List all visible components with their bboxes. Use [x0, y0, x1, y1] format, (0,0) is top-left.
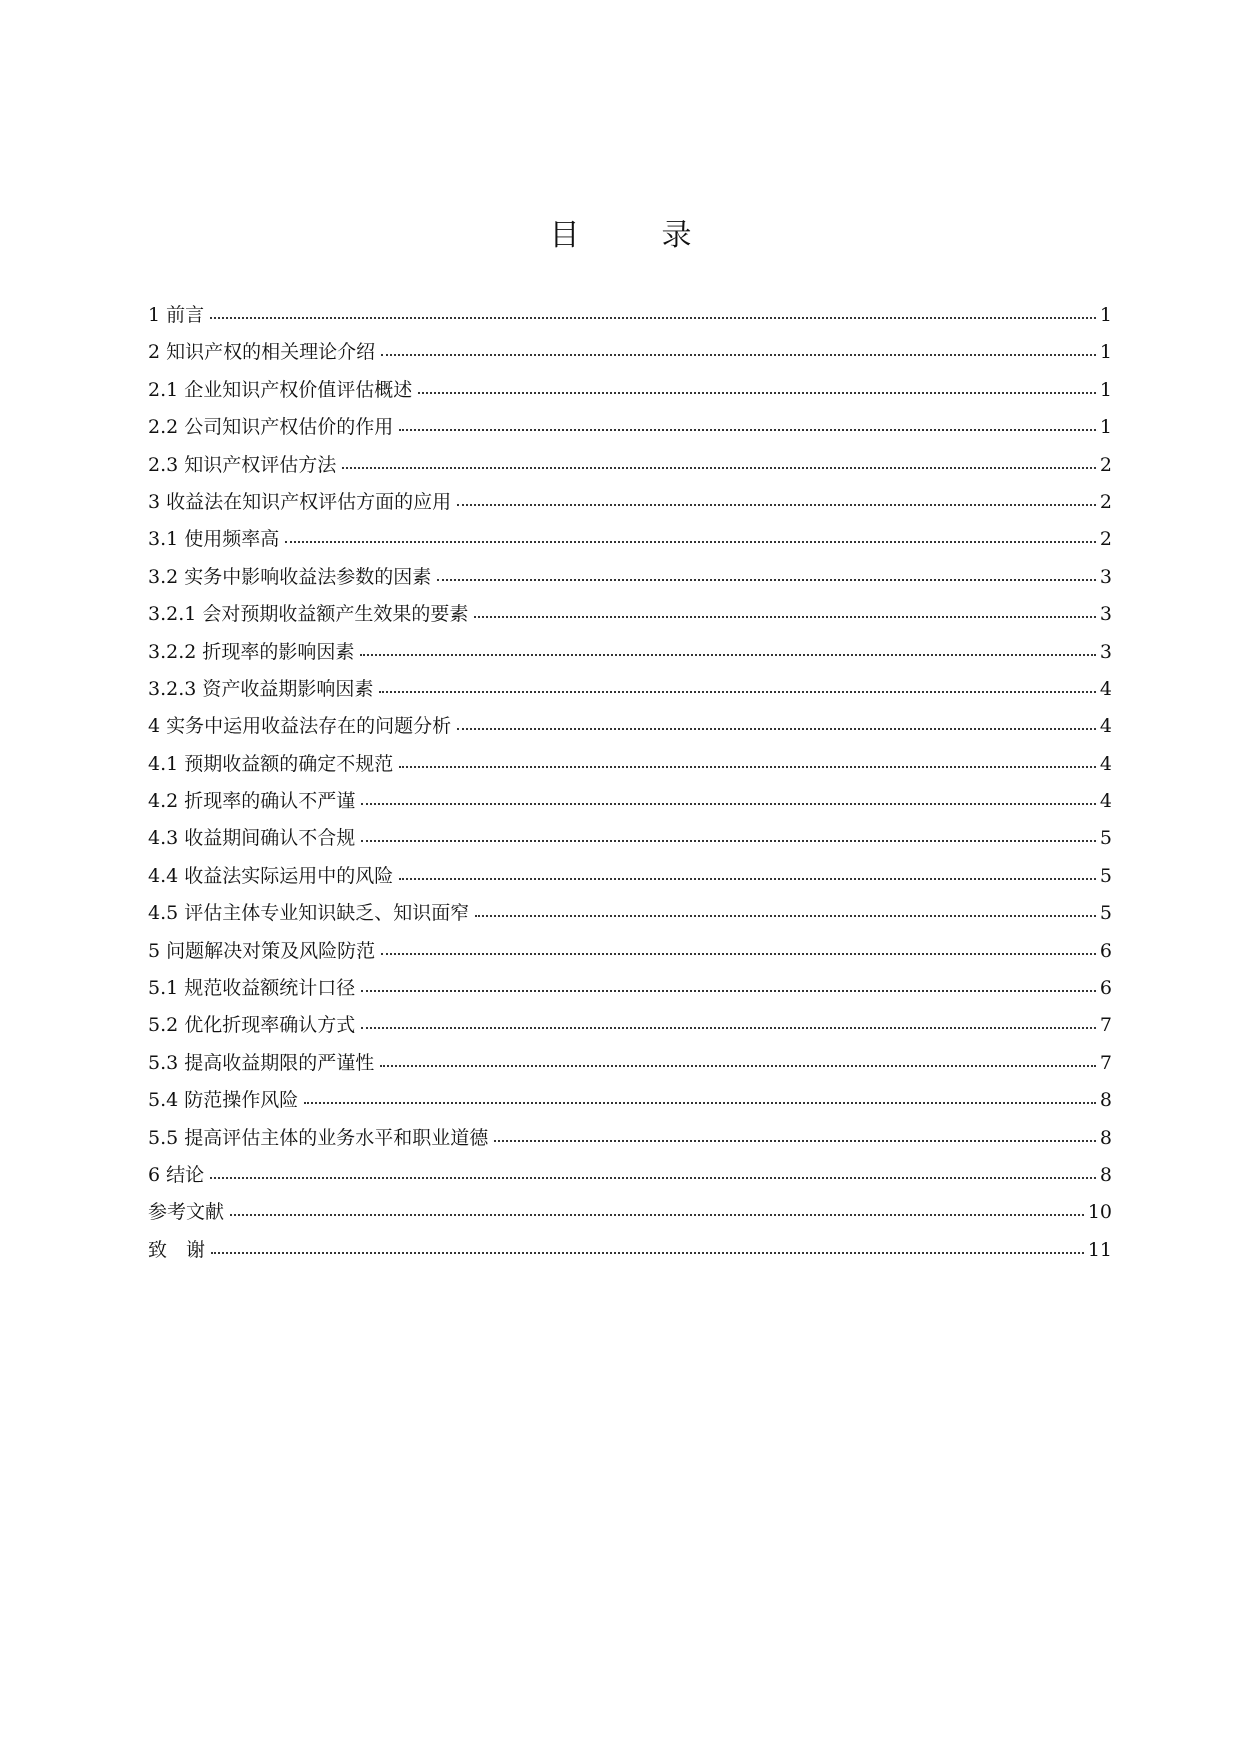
toc-entry-page: 2 — [1099, 528, 1112, 551]
toc-dot-leader — [210, 316, 1096, 319]
toc-entry-page: 5 — [1099, 902, 1112, 925]
toc-dot-leader — [361, 839, 1096, 842]
toc-entry-page: 2 — [1099, 490, 1112, 513]
toc-entry-label: 3.2.2 折现率的影响因素 — [148, 640, 355, 663]
toc-entry-page: 4 — [1099, 752, 1112, 775]
toc-entry-label: 4.2 折现率的确认不严谨 — [148, 790, 356, 813]
toc-entry[interactable] — [148, 334, 1112, 371]
toc-entry-label: 1 前言 — [148, 304, 205, 326]
toc-entry[interactable] — [148, 1194, 1112, 1231]
toc-dot-leader — [211, 1251, 1084, 1254]
toc-entry[interactable] — [148, 820, 1112, 857]
toc-dot-leader — [304, 1101, 1096, 1104]
toc-entry-page: 2 — [1099, 453, 1112, 476]
toc-entry-label: 2.2 公司知识产权估价的作用 — [148, 416, 394, 439]
toc-entry[interactable] — [148, 484, 1112, 521]
toc-entry[interactable] — [148, 1120, 1112, 1157]
toc-entry[interactable] — [148, 447, 1112, 484]
toc-dot-leader — [285, 540, 1096, 543]
toc-dot-leader — [399, 428, 1096, 431]
toc-entry[interactable] — [148, 858, 1112, 895]
toc-entry[interactable] — [148, 671, 1112, 708]
toc-entry[interactable] — [148, 1232, 1112, 1269]
toc-entry-page: 8 — [1099, 1163, 1112, 1186]
toc-entry-label: 2.3 知识产权评估方法 — [148, 453, 337, 476]
toc-dot-leader — [361, 989, 1096, 992]
toc-entry[interactable] — [148, 933, 1112, 970]
toc-dot-leader — [360, 653, 1096, 656]
toc-entry[interactable] — [148, 746, 1112, 783]
toc-entry-page: 8 — [1099, 1126, 1112, 1149]
toc-entry-label: 4.3 收益期间确认不合规 — [148, 827, 356, 850]
toc-entry-page: 11 — [1087, 1238, 1112, 1261]
toc-entry[interactable] — [148, 970, 1112, 1007]
toc-entry[interactable] — [148, 1007, 1112, 1044]
toc-entry-page: 5 — [1099, 864, 1112, 887]
toc-entry[interactable] — [148, 596, 1112, 633]
toc-entry-label: 3.1 使用频率高 — [148, 528, 280, 551]
toc-entry[interactable] — [148, 783, 1112, 820]
toc-entry[interactable] — [148, 1157, 1112, 1194]
toc-entry-page: 6 — [1099, 939, 1112, 962]
toc-entry[interactable] — [148, 1082, 1112, 1119]
toc-entry-label: 3.2.1 会对预期收益额产生效果的要素 — [148, 603, 469, 626]
toc-entry[interactable] — [148, 1045, 1112, 1082]
toc-entry-label: 5.1 规范收益额统计口径 — [148, 977, 356, 1000]
toc-entry-page: 4 — [1099, 677, 1112, 700]
toc-dot-leader — [230, 1213, 1084, 1216]
toc-dot-leader — [380, 1064, 1096, 1067]
toc-dot-leader — [361, 1026, 1096, 1029]
toc-entry-page: 1 — [1099, 304, 1112, 326]
toc-entry-page: 3 — [1099, 640, 1112, 663]
toc-dot-leader — [457, 727, 1096, 730]
toc-entry-page: 1 — [1099, 341, 1112, 364]
toc-entry[interactable] — [148, 521, 1112, 558]
toc-entry-label: 5.2 优化折现率确认方式 — [148, 1014, 356, 1037]
toc-entry-page: 7 — [1099, 1014, 1112, 1037]
toc-entry[interactable] — [148, 559, 1112, 596]
toc-dot-leader — [399, 877, 1096, 880]
toc-entry-label: 3.2 实务中影响收益法参数的因素 — [148, 565, 432, 588]
toc-dot-leader — [210, 1176, 1096, 1179]
toc-entry[interactable] — [148, 708, 1112, 745]
toc-entry-label: 5.3 提高收益期限的严谨性 — [148, 1051, 375, 1074]
toc-entry-label: 2.1 企业知识产权价值评估概述 — [148, 378, 413, 401]
toc-entry-page: 1 — [1099, 416, 1112, 439]
toc-entry-label: 6 结论 — [148, 1163, 205, 1186]
toc-entry-page: 3 — [1099, 603, 1112, 626]
toc-dot-leader — [381, 952, 1096, 955]
toc-dot-leader — [361, 802, 1096, 805]
toc-entry-label: 5.5 提高评估主体的业务水平和职业道德 — [148, 1126, 489, 1149]
toc-entry-label: 5 问题解决对策及风险防范 — [148, 939, 376, 962]
toc-dot-leader — [437, 578, 1096, 581]
toc-dot-leader — [475, 914, 1096, 917]
toc-dot-leader — [381, 353, 1096, 356]
toc-entry-label: 5.4 防范操作风险 — [148, 1089, 299, 1112]
toc-entry[interactable] — [148, 372, 1112, 409]
toc-entry-label: 参考文献 — [148, 1201, 225, 1224]
toc-entry-page: 3 — [1099, 565, 1112, 588]
toc-entry-page: 6 — [1099, 977, 1112, 1000]
toc-entry[interactable] — [148, 409, 1112, 446]
toc-entry[interactable] — [148, 895, 1112, 932]
toc-entry-page: 7 — [1099, 1051, 1112, 1074]
toc-entry[interactable] — [148, 297, 1112, 334]
toc-dot-leader — [418, 391, 1096, 394]
toc-dot-leader — [342, 466, 1096, 469]
toc-dot-leader — [457, 503, 1096, 506]
page-title: 目 录 — [549, 218, 718, 253]
toc-entry-label: 4.5 评估主体专业知识缺乏、知识面窄 — [148, 902, 470, 925]
toc-dot-leader — [494, 1139, 1096, 1142]
toc-dot-leader — [399, 765, 1096, 768]
toc-entry-page: 5 — [1099, 827, 1112, 850]
toc-entry-label: 致 谢 — [148, 1238, 206, 1261]
toc-entry-label: 4.4 收益法实际运用中的风险 — [148, 864, 394, 887]
toc-entry-label: 4.1 预期收益额的确定不规范 — [148, 752, 394, 775]
toc-entry-label: 4 实务中运用收益法存在的问题分析 — [148, 715, 452, 738]
toc-entry-page: 4 — [1099, 715, 1112, 738]
toc-entry-label: 3.2.3 资产收益期影响因素 — [148, 677, 374, 700]
toc-entry-label: 2 知识产权的相关理论介绍 — [148, 341, 376, 364]
toc-entry-page: 10 — [1087, 1201, 1112, 1224]
toc-entry-label: 3 收益法在知识产权评估方面的应用 — [148, 490, 452, 513]
toc-entry[interactable] — [148, 634, 1112, 671]
table-of-contents — [148, 297, 1112, 1269]
toc-entry-page: 8 — [1099, 1089, 1112, 1112]
toc-entry-page: 1 — [1099, 378, 1112, 401]
toc-entry-page: 4 — [1099, 790, 1112, 813]
toc-dot-leader — [474, 615, 1096, 618]
toc-dot-leader — [379, 690, 1096, 693]
